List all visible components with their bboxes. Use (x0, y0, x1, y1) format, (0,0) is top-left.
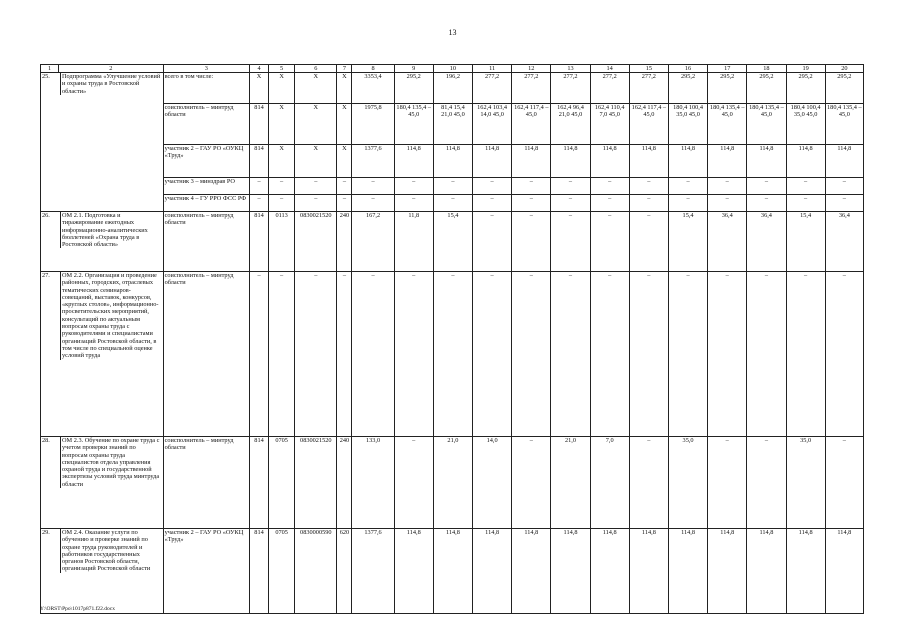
row-name: ОМ 2.1. Подготовка и тиражирование ежегодных информационно-аналитических бюллетеней «Охрана труда в Ростовской области» (62, 212, 148, 249)
code-cell: – (249, 195, 268, 212)
file-path: Y:\ORST\Ppo\1017p871.f22.docx (40, 606, 115, 612)
executor-cell: участник 3 – минздрав РО (163, 178, 249, 195)
code-cell: Х (337, 145, 352, 178)
year-value-cell: – (747, 272, 786, 437)
column-number-cell: 18 (747, 65, 786, 73)
year-value-cell: 196,2 (433, 73, 472, 104)
year-value-cell: 295,2 (394, 73, 433, 104)
column-number-cell: 17 (708, 65, 747, 73)
year-value-cell: 180,4 135,4 – 45,0 (825, 104, 863, 145)
year-value-cell: – (433, 178, 472, 195)
total-cell: – (352, 195, 394, 212)
year-value-cell: 295,2 (668, 73, 707, 104)
year-value-cell: – (512, 212, 551, 272)
year-value-cell: – (394, 272, 433, 437)
year-value-cell: 114,8 (590, 529, 629, 614)
code-cell: 0830000590 (295, 529, 337, 614)
year-value-cell: 162,4 103,4 14,0 45,0 (473, 104, 512, 145)
column-number-cell: 20 (825, 65, 863, 73)
code-cell: Х (269, 104, 295, 145)
year-value-cell: 36,4 (825, 212, 863, 272)
code-cell: Х (249, 73, 268, 104)
year-value-cell: – (668, 272, 707, 437)
column-number-cell: 4 (249, 65, 268, 73)
row-number: 28. (41, 437, 61, 488)
code-cell: Х (269, 73, 295, 104)
row-name: ОМ 2.4. Оказание услуги по обучению и проверке знаний по охране труда руководителей и работников государственных органов Ростовской области, организаций Ростовской области (62, 529, 151, 573)
code-cell: – (269, 195, 295, 212)
row-number: 25. (41, 73, 61, 95)
year-value-cell: 114,8 (551, 529, 590, 614)
code-cell: 0830021520 (295, 212, 337, 272)
year-value-cell: – (629, 437, 668, 529)
year-value-cell: 114,8 (473, 145, 512, 178)
year-value-cell: 114,8 (747, 529, 786, 614)
year-value-cell: 295,2 (708, 73, 747, 104)
row-number: 27. (41, 272, 61, 360)
year-value-cell: 114,8 (512, 529, 551, 614)
year-value-cell: 277,2 (512, 73, 551, 104)
executor-cell: участник 2 – ГАУ РО «ОУКЦ «Труд» (163, 145, 249, 178)
table-row (41, 212, 864, 272)
year-value-cell: 162,4 117,4 – 45,0 (512, 104, 551, 145)
year-value-cell: – (590, 212, 629, 272)
year-value-cell: – (551, 212, 590, 272)
executor-cell: участник 4 – ГУ РРО ФСС РФ (163, 195, 249, 212)
year-value-cell: – (629, 178, 668, 195)
code-cell: Х (337, 73, 352, 104)
year-value-cell: 180,4 135,4 – 45,0 (747, 104, 786, 145)
year-value-cell: – (786, 272, 825, 437)
table-row (41, 73, 864, 104)
column-number-cell: 3 (163, 65, 249, 73)
code-cell: – (337, 178, 352, 195)
row-number-and-name (41, 73, 164, 212)
year-value-cell: – (747, 178, 786, 195)
year-value-cell: – (512, 178, 551, 195)
year-value-cell: 114,8 (590, 145, 629, 178)
year-value-cell: 162,4 110,4 7,0 45,0 (590, 104, 629, 145)
row-name: Подпрограмма «Улучшение условий и охраны труда в Ростовской области» (62, 73, 161, 95)
year-value-cell: – (708, 272, 747, 437)
year-value-cell: 11,8 (394, 212, 433, 272)
column-number-cell: 16 (668, 65, 707, 73)
year-value-cell: 180,4 100,4 35,0 45,0 (668, 104, 707, 145)
code-cell: 240 (337, 437, 352, 529)
row-name: ОМ 2.2. Организация и проведение районных, городских, отраслевых тематических семинаров-совещаний, выставок, конкурсов, «круглых столов», информационно-просветительских мероприятий, консультаций по актуальным вопросам охраны труда с руководителями и специалистами организаций Ростовской области, в том числе по специальной оценке условий труда (62, 272, 159, 360)
total-cell: – (352, 272, 394, 437)
year-value-cell: 36,4 (747, 212, 786, 272)
year-value-cell: 295,2 (747, 73, 786, 104)
column-number-cell: 15 (629, 65, 668, 73)
code-cell: Х (337, 104, 352, 145)
code-cell: – (269, 272, 295, 437)
year-value-cell: – (668, 178, 707, 195)
code-cell: – (337, 272, 352, 437)
table-row (41, 178, 864, 195)
code-cell: Х (295, 73, 337, 104)
total-cell: 1377,6 (352, 145, 394, 178)
column-number-cell: 1 (41, 65, 59, 73)
executor-cell: участник 2 – ГАУ РО «ОУКЦ «Труд» (163, 529, 249, 614)
year-value-cell: 277,2 (629, 73, 668, 104)
year-value-cell: – (786, 195, 825, 212)
total-cell: 3353,4 (352, 73, 394, 104)
year-value-cell: 15,4 (786, 212, 825, 272)
column-number-cell: 10 (433, 65, 472, 73)
year-value-cell: – (825, 178, 863, 195)
year-value-cell: 277,2 (551, 73, 590, 104)
table-row (41, 272, 864, 437)
code-cell: 0705 (269, 529, 295, 614)
code-cell: – (295, 178, 337, 195)
code-cell: 814 (249, 529, 268, 614)
year-value-cell: – (394, 437, 433, 529)
code-cell: 814 (249, 145, 268, 178)
year-value-cell: 114,8 (629, 145, 668, 178)
year-value-cell: 295,2 (825, 73, 863, 104)
year-value-cell: – (629, 195, 668, 212)
year-value-cell: 15,4 (668, 212, 707, 272)
column-number-cell: 7 (337, 65, 352, 73)
column-number-cell: 8 (352, 65, 394, 73)
year-value-cell: 36,4 (708, 212, 747, 272)
code-cell: – (295, 195, 337, 212)
budget-table (40, 64, 864, 614)
year-value-cell: 114,8 (668, 529, 707, 614)
table-row (41, 195, 864, 212)
total-cell: 1975,8 (352, 104, 394, 145)
executor-cell: соисполнитель – минтруд области (163, 437, 249, 529)
year-value-cell: – (708, 178, 747, 195)
code-cell: 814 (249, 104, 268, 145)
code-cell: Х (295, 145, 337, 178)
year-value-cell: 21,0 (551, 437, 590, 529)
column-number-cell: 12 (512, 65, 551, 73)
year-value-cell: 114,8 (708, 145, 747, 178)
column-number-cell: 19 (786, 65, 825, 73)
year-value-cell: – (747, 437, 786, 529)
year-value-cell: 114,8 (551, 145, 590, 178)
executor-cell: соисполнитель – минтруд области (163, 212, 249, 272)
year-value-cell: 114,8 (668, 145, 707, 178)
year-value-cell: – (473, 272, 512, 437)
year-value-cell: 114,8 (512, 145, 551, 178)
year-value-cell: – (708, 195, 747, 212)
year-value-cell: – (473, 195, 512, 212)
table-row (41, 104, 864, 145)
year-value-cell: – (590, 272, 629, 437)
year-value-cell: 114,8 (473, 529, 512, 614)
column-number-row (41, 65, 864, 73)
year-value-cell: 7,0 (590, 437, 629, 529)
year-value-cell: – (551, 272, 590, 437)
year-value-cell: 162,4 117,4 – 45,0 (629, 104, 668, 145)
year-value-cell: – (629, 212, 668, 272)
year-value-cell: 114,8 (825, 529, 863, 614)
year-value-cell: 114,8 (747, 145, 786, 178)
row-number-and-name (41, 272, 164, 437)
year-value-cell: – (394, 178, 433, 195)
year-value-cell: 114,8 (786, 145, 825, 178)
year-value-cell: 162,4 96,4 21,0 45,0 (551, 104, 590, 145)
column-number-cell: 11 (473, 65, 512, 73)
year-value-cell: – (473, 212, 512, 272)
total-cell: 167,2 (352, 212, 394, 272)
year-value-cell: 114,8 (629, 529, 668, 614)
row-number-and-name (41, 437, 164, 529)
year-value-cell: 180,4 135,4 – 45,0 (708, 104, 747, 145)
year-value-cell: 21,0 (433, 437, 472, 529)
year-value-cell: 277,2 (473, 73, 512, 104)
column-number-cell: 13 (551, 65, 590, 73)
year-value-cell: 114,8 (708, 529, 747, 614)
code-cell: 0830021520 (295, 437, 337, 529)
year-value-cell: 81,4 15,4 21,0 45,0 (433, 104, 472, 145)
column-number-cell: 5 (269, 65, 295, 73)
year-value-cell: – (590, 178, 629, 195)
table-body (41, 65, 864, 614)
total-cell: 133,0 (352, 437, 394, 529)
year-value-cell: 180,4 135,4 – 45,0 (394, 104, 433, 145)
year-value-cell: – (512, 195, 551, 212)
row-number-and-name (41, 529, 164, 614)
year-value-cell: 114,8 (825, 145, 863, 178)
year-value-cell: – (433, 272, 472, 437)
table-row (41, 437, 864, 529)
year-value-cell: 114,8 (786, 529, 825, 614)
total-cell: – (352, 178, 394, 195)
column-number-cell: 9 (394, 65, 433, 73)
column-number-cell: 2 (59, 65, 164, 73)
year-value-cell: – (747, 195, 786, 212)
year-value-cell: – (551, 178, 590, 195)
code-cell: 814 (249, 437, 268, 529)
code-cell: Х (295, 104, 337, 145)
year-value-cell: 35,0 (668, 437, 707, 529)
year-value-cell: 14,0 (473, 437, 512, 529)
executor-cell: соисполнитель – минтруд области (163, 272, 249, 437)
year-value-cell: 114,8 (394, 145, 433, 178)
code-cell: 0705 (269, 437, 295, 529)
executor-cell: всего в том числе: (163, 73, 249, 104)
code-cell: – (249, 272, 268, 437)
year-value-cell: – (590, 195, 629, 212)
code-cell: 240 (337, 212, 352, 272)
executor-cell: соисполнитель – минтруд области (163, 104, 249, 145)
code-cell: 620 (337, 529, 352, 614)
row-number: 29. (41, 529, 61, 573)
table-row (41, 145, 864, 178)
total-cell: 1377,6 (352, 529, 394, 614)
code-cell: – (249, 178, 268, 195)
column-number-cell: 14 (590, 65, 629, 73)
page-number: 13 (448, 28, 457, 37)
year-value-cell: 295,2 (786, 73, 825, 104)
code-cell: 814 (249, 212, 268, 272)
year-value-cell: – (512, 437, 551, 529)
year-value-cell: 277,2 (590, 73, 629, 104)
year-value-cell: – (473, 178, 512, 195)
year-value-cell: 114,8 (433, 529, 472, 614)
code-cell: – (337, 195, 352, 212)
year-value-cell: – (786, 178, 825, 195)
code-cell: – (269, 178, 295, 195)
code-cell: Х (269, 145, 295, 178)
year-value-cell: – (825, 272, 863, 437)
year-value-cell: 114,8 (394, 529, 433, 614)
year-value-cell: – (551, 195, 590, 212)
year-value-cell: – (394, 195, 433, 212)
year-value-cell: – (433, 195, 472, 212)
table-row (41, 529, 864, 614)
year-value-cell: 35,0 (786, 437, 825, 529)
year-value-cell: – (512, 272, 551, 437)
row-number: 26. (41, 212, 61, 248)
year-value-cell: – (629, 272, 668, 437)
year-value-cell: – (668, 195, 707, 212)
year-value-cell: – (825, 195, 863, 212)
code-cell: – (295, 272, 337, 437)
row-name: ОМ 2.3. Обучение по охране труда с учетом проверки знаний по вопросам охраны труда специалистов отдела управления охраной труда и государственной экспертизы условий труда минтруда области (62, 437, 160, 488)
column-number-cell: 6 (295, 65, 337, 73)
year-value-cell: 180,4 100,4 35,0 45,0 (786, 104, 825, 145)
year-value-cell: 114,8 (433, 145, 472, 178)
year-value-cell: – (708, 437, 747, 529)
year-value-cell: – (825, 437, 863, 529)
year-value-cell: 15,4 (433, 212, 472, 272)
row-number-and-name (41, 212, 164, 272)
code-cell: 0113 (269, 212, 295, 272)
